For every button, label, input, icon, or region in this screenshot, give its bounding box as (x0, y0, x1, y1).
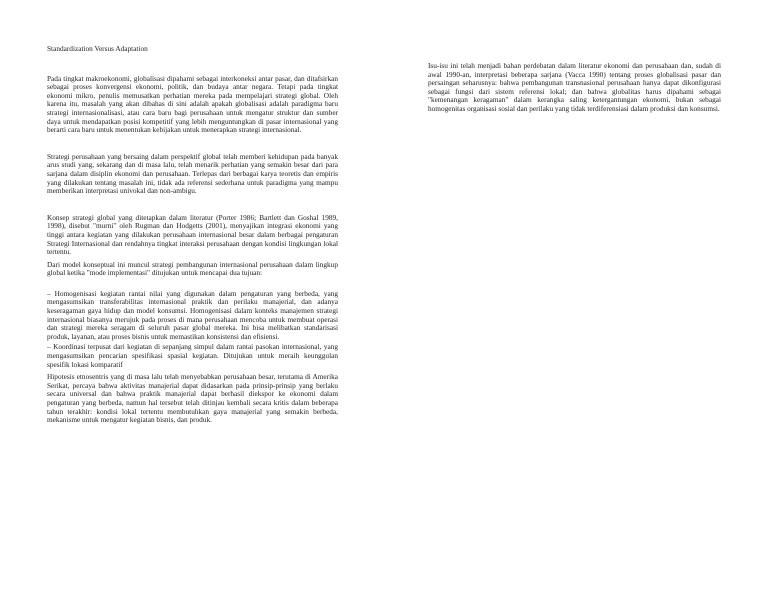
paragraph-global-strategy-concept: Konsep strategi global yang ditetapkan dalam literatur (Porter 1986; Bartlett dan Goshal 1989, 1998), disebut "murni" oleh Rugman dan Hodgetts (2001), menyajikan integrasi ekonomi yang tinggi antara kegiatan yang dilakukan perusahaan internasional besar dalam berbagai pengaturan Strategi Internasional dan rendahnya tingkat interaksi perusahaan dengan kondisi lingkungan lokal tertentu. (47, 212, 338, 257)
right-column (428, 62, 721, 114)
paragraph-conceptual-model: Dari model konseptual ini muncul strategi pembangunan internasional perusahaan dalam lingkup global ketika "mode implementasi" ditujukan untuk mencapai dua tujuan: (47, 259, 338, 278)
paragraph-macroeconomy: Pada tingkat makroekonomi, globalisasi dipahami sebagai interkoneksi antar pasar, dan ditafsirkan sebagai proses konvergensi ekonomi, politik, dan budaya antar negara. Tetapi pada tingkat ekonomi mikro, penulis memusatkan perhatian mereka pada mempelajari strategi global. Oleh karena itu, masalah yang akan dibahas di sini adalah apakah globalisasi adalah paradigma baru strategi internasionalisasi, atau cara baru bagi perusahaan untuk mengatur struktur dan sumber daya untuk mendapatkan posisi kompetitif yang lebih menguntungkan di pasar internasional yang berarti cara baru untuk menentukan kebijakan untuk menerapkan strategi internasional. (47, 73, 338, 135)
paragraph-literature-debate: Isu-isu ini telah menjadi bahan perdebatan dalam literatur ekonomi dan perusahaan dan, sudah di awal 1990-an, interpretasi beberapa sarjana (Vacca 1990) tentang proses globalisasi pasar dan persaingan seharusnya: bahwa pembangunan transnasional perusahaan hanya dapat dikonfigurasi sebagai fungsi dari sistem referensi lokal; dan bahwa globalitas harus dipahami sebagai "kemenangan keragaman" dalam kerangka saling ketergantungan ekonomi, bukan sebagai homogenitas organisasi sosial dan perilaku yang tidak terdiferensiasi dalam produksi dan konsumsi. (428, 61, 721, 113)
document-title: Standardization Versus Adaptation (47, 44, 148, 53)
list-item-coordination: – Koordinasi terpusat dari kegiatan di sepanjang simpul dalam rantai pasokan internasional, yang mengasumsikan pencarian spesifikasi spasial kegiatan. Ditujukan untuk meraih keunggulan spesifik lokasi komparatif (47, 342, 338, 369)
left-column (47, 45, 338, 425)
paragraph-company-strategy: Strategi perusahaan yang bersaing dalam perspektif global telah memberi kehidupan pada banyak arus studi yang, sekarang dan di masa lalu, telah menarik perhatian yang semakin besar dari para sarjana dalam disiplin ekonomi dan perusahaan. Terlepas dari berbagai karya teoretis dan empiris yang dilakukan tentang masalah ini, tidak ada referensi sederhana untuk paradigma yang mampu memberikan interpretasi univokal dan non-ambigu. (47, 151, 338, 196)
list-item-homogenization: – Homogenisasi kegiatan rantai nilai yang digunakan dalam pengaturan yang berbeda, yang mengasumsikan transferabilitas internasional praktik dan perilaku manajerial, dan adanya keseragaman gaya hidup dan model konsumsi. Homogenisasi dalam konteks manajemen strategi internasional biasanya merujuk pada proses di mana perusahaan mencoba untuk membuat operasi dan strategi mereka seragam di seluruh pasar global mereka. Ini bisa melibatkan standarisasi produk, layanan, atau proses bisnis untuk memastikan konsistensi dan efisiensi. (47, 288, 338, 341)
paragraph-ethnocentric-hypothesis: Hipotesis etnosentris yang di masa lalu telah menyebabkan perusahaan besar, terutama di Amerika Serikat, percaya bahwa aktivitas manajerial dapat didasarkan pada prinsip-prinsip yang berlaku secara universal dan bahwa praktik manajerial dapat berhasil diekspor ke ekonomi dalam pengaturan yang berbeda, namun hal tersebut telah ditinjau kembali secara kritis dalam beberapa tahun terakhir: kondisi lokal tertentu membutuhkan gaya manajerial yang semakin berbeda, mekanisme untuk mengatur kegiatan bisnis, dan produk. (47, 372, 338, 425)
